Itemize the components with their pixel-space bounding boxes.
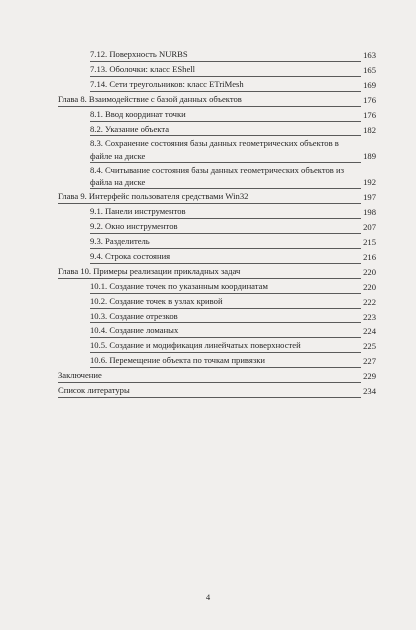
toc-entry-9-2 — [58, 220, 376, 234]
toc-entry-title: 9.1. Панели инструментов — [90, 205, 361, 219]
toc-entry-title: 10.2. Создание точек в узлах кривой — [90, 295, 361, 309]
toc-entry-page: 215 — [363, 236, 376, 247]
toc-entry-10-1 — [58, 280, 376, 294]
toc-entry-page: 169 — [363, 79, 376, 90]
toc-entry-title: 7.14. Сети треугольников: класс ETriMesh — [90, 78, 361, 92]
toc-entry-title: Глава 10. Примеры реализации прикладных задач — [58, 265, 361, 279]
toc-entry-title: Глава 9. Интерфейс пользователя средствами Win32 — [58, 190, 361, 204]
toc-entry-page: 207 — [363, 222, 376, 233]
toc-entry-8-3 — [58, 137, 376, 162]
toc-entry-7-12 — [58, 48, 376, 62]
toc-entry-title: Список литературы — [58, 384, 361, 398]
toc-entry-page: 197 — [363, 192, 376, 203]
toc-entry-title: 10.4. Создание ломаных — [90, 324, 361, 338]
toc-entry-page: 222 — [363, 296, 376, 307]
toc-entry-title: 7.13. Оболочки: класс EShell — [90, 63, 361, 77]
toc-entry-page: 176 — [363, 109, 376, 120]
toc-entry-title: 8.4. Считывание состояния базы данных геометрических объектов из файла на диске — [90, 164, 361, 189]
toc-conclusion — [58, 369, 376, 383]
toc-entry-10-6 — [58, 354, 376, 368]
toc-entry-9-1 — [58, 205, 376, 219]
toc-entry-page: 220 — [363, 281, 376, 292]
toc-entry-page: 223 — [363, 311, 376, 322]
toc-entry-page: 198 — [363, 207, 376, 218]
toc-chapter-8 — [58, 93, 376, 107]
toc-entry-title: 10.3. Создание отрезков — [90, 310, 361, 324]
toc-chapter-9 — [58, 190, 376, 204]
toc-entry-8-4 — [58, 164, 376, 189]
toc-entry-8-1 — [58, 108, 376, 122]
toc-entry-title: 9.4. Строка состояния — [90, 250, 361, 264]
toc-entry-page: 216 — [363, 251, 376, 262]
toc-entry-title: 9.2. Окно инструментов — [90, 220, 361, 234]
toc-entry-10-2 — [58, 295, 376, 309]
toc-entry-page: 192 — [363, 177, 376, 188]
toc-entry-10-4 — [58, 324, 376, 338]
toc-entry-page: 163 — [363, 50, 376, 60]
toc-entry-page: 234 — [363, 386, 376, 397]
toc-entry-title: 10.5. Создание и модификация линейчатых поверхностей — [90, 339, 361, 353]
toc-entry-7-13 — [58, 63, 376, 77]
toc-entry-page: 189 — [363, 150, 376, 161]
toc-entry-title: 8.1. Ввод координат точки — [90, 108, 361, 122]
toc-entry-9-4 — [58, 250, 376, 264]
toc-entry-page: 229 — [363, 371, 376, 382]
toc-entry-10-5 — [58, 339, 376, 353]
table-of-contents — [58, 48, 376, 398]
toc-entry-page: 176 — [363, 94, 376, 105]
toc-entry-title: 7.12. Поверхность NURBS — [90, 48, 361, 62]
toc-entry-title: 9.3. Разделитель — [90, 235, 361, 249]
toc-entry-title: Глава 8. Взаимодействие с базой данных объектов — [58, 93, 361, 107]
toc-chapter-10 — [58, 265, 376, 279]
toc-entry-page: 227 — [363, 356, 376, 367]
toc-entry-10-3 — [58, 310, 376, 324]
toc-entry-title: 8.3. Сохранение состояния базы данных геометрических объектов в файле на диске — [90, 137, 361, 162]
toc-bibliography — [58, 384, 376, 398]
toc-entry-page: 165 — [363, 64, 376, 75]
toc-entry-title: 10.1. Создание точек по указанным координатам — [90, 280, 361, 294]
toc-entry-7-14 — [58, 78, 376, 92]
toc-entry-page: 224 — [363, 326, 376, 337]
toc-entry-page: 182 — [363, 124, 376, 135]
page-number: 4 — [205, 592, 211, 602]
toc-entry-title: 8.2. Указание объекта — [90, 123, 361, 137]
toc-entry-8-2 — [58, 123, 376, 137]
toc-entry-9-3 — [58, 235, 376, 249]
toc-entry-title: Заключение — [58, 369, 361, 383]
toc-entry-page: 225 — [363, 341, 376, 352]
toc-entry-title: 10.6. Перемещение объекта по точкам привязки — [90, 354, 361, 368]
toc-entry-page: 220 — [363, 266, 376, 277]
